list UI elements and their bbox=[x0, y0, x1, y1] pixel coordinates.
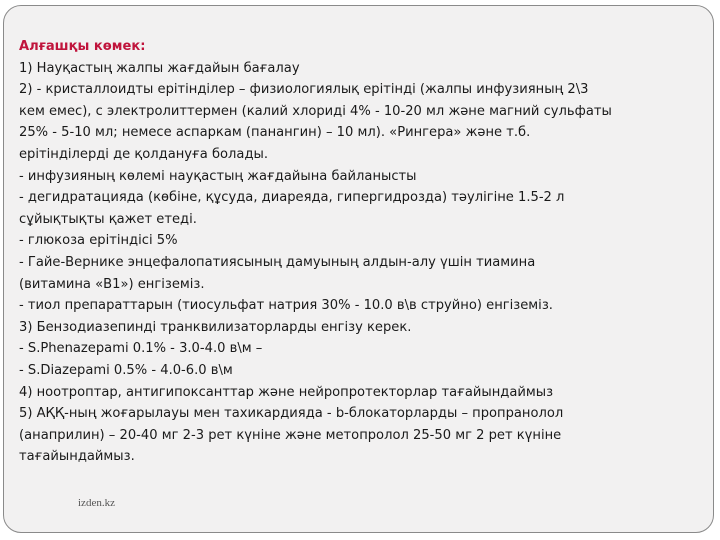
slide-title: Алғашқы көмек: bbox=[19, 39, 146, 54]
text-line: кем емес), с электролиттермен (калий хлориді 4% - 10-20 мл және магний сульфаты bbox=[19, 103, 612, 119]
slide-content bbox=[19, 36, 707, 468]
text-line: - S.Phenazepami 0.1% - 3.0-4.0 в\м – bbox=[19, 341, 263, 357]
text-line: ерітінділерді де қолдануға болады. bbox=[19, 146, 269, 162]
text-line: - дегидратацияда (көбіне, құсуда, диареяда, гипергидрозда) тәулігіне 1.5-2 л bbox=[19, 190, 565, 206]
text-line: сұйықтықты қажет етеді. bbox=[19, 211, 197, 227]
text-line: 25% - 5-10 мл; немесе аспаркам (панангин) – 10 мл). «Рингера» және т.б. bbox=[19, 125, 531, 141]
text-line: 4) ноотроптар, антигипоксанттар және нейропротекторлар тағайындаймыз bbox=[19, 384, 554, 400]
text-line: (анаприлин) – 20-40 мг 2-3 рет күніне және метопролол 25-50 мг 2 рет күніне bbox=[19, 427, 562, 443]
text-line: 1) Науқастың жалпы жағдайын бағалау bbox=[19, 60, 300, 76]
text-line: - Гайе-Вернике энцефалопатиясының дамуының алдын-алу үшін тиамина bbox=[19, 254, 536, 270]
footer-watermark: izden.kz bbox=[78, 497, 115, 509]
text-line: - S.Diazepami 0.5% - 4.0-6.0 в\м bbox=[19, 362, 233, 378]
text-line: (витамина «В1») енгіземіз. bbox=[19, 276, 205, 292]
text-line: 5) АҚҚ-ның жоғарылауы мен тахикардияда - b-блокаторларды – пропранолол bbox=[19, 406, 564, 422]
text-line: тағайындаймыз. bbox=[19, 449, 135, 465]
text-line: 3) Бензодиазепинді транквилизаторларды енгізу керек. bbox=[19, 319, 412, 335]
text-line: - тиол препараттарын (тиосульфат натрия 30% - 10.0 в\в струйно) енгіземіз. bbox=[19, 298, 553, 314]
text-line: - глюкоза ерітіндісі 5% bbox=[19, 233, 178, 249]
text-line: 2) - кристаллоидты ерітінділер – физиологиялық ерітінді (жалпы инфузияның 2\3 bbox=[19, 82, 589, 98]
text-line: - инфузияның көлемі науқастың жағдайына байланысты bbox=[19, 168, 417, 184]
